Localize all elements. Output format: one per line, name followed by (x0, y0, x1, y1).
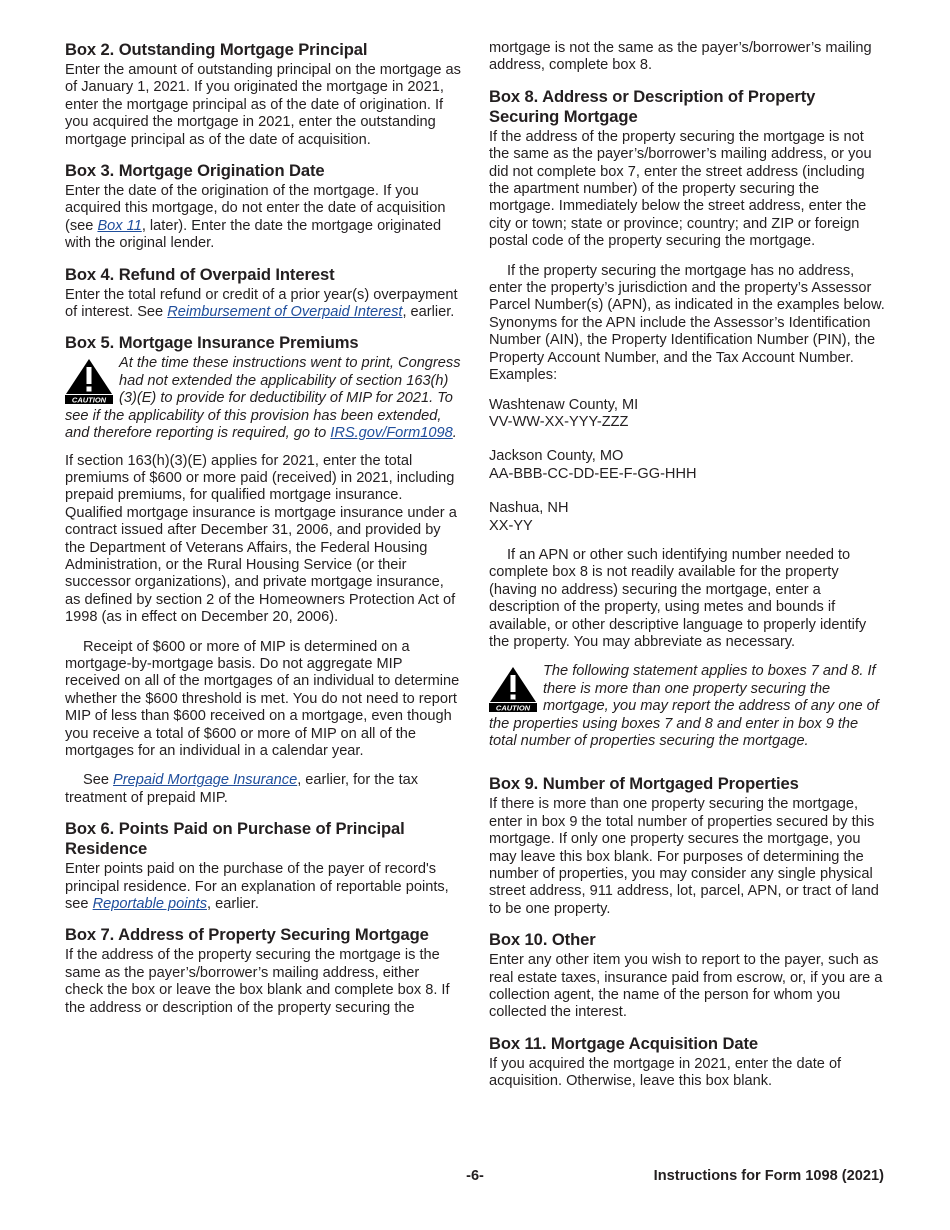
box8-caution (489, 663, 885, 750)
box5-para3 (65, 772, 461, 807)
example-3-code: XX-YY (489, 517, 533, 534)
box11-heading: Box 11. Mortgage Acquisition Date (489, 1033, 759, 1053)
reimbursement-overpaid-interest-link[interactable]: Reimbursement of Overpaid Interest (167, 304, 403, 321)
box2-text: Enter the amount of outstanding principal on the mortgage as of January 1, 2021. If you originated the mortgage in 2021, enter the mortgage principal as of the date of origination. If you acquired the mortgage in 2021, enter the outstanding mortgage principal as of the date of acquisition. (65, 62, 461, 148)
box5-para3-post: , earlier, for the tax treatment of prepaid MIP. (65, 772, 419, 806)
box5-heading: Box 5. Mortgage Insurance Premiums (65, 333, 359, 353)
example-3-place: Nashua, NH (489, 500, 569, 517)
example-1-place: Washtenaw County, MI (489, 396, 639, 413)
box4-text-post: , earlier. (402, 304, 455, 321)
example-spacer (489, 431, 885, 448)
box3-heading: Box 3. Mortgage Origination Date (65, 161, 325, 181)
caution-icon (65, 358, 113, 404)
box9-heading: Box 9. Number of Mortgaged Properties (489, 774, 799, 794)
box9-text: If there is more than one property securing the mortgage, enter in box 9 the total number of properties secured by this mortgage. If only one property secures the mortgage, you may leave this box blank. For purposes of determining the number of properties, you may consider any single physical street address, 911 address, lot, parcel, APN, or tract of land to be one property. (489, 796, 879, 917)
box8-para2: If the property securing the mortgage has no address, enter the property’s jurisdiction and the property’s Assessor Parcel Number(s) (APN), as indicated in the examples below. Synonyms for the APN include the Assessor’s Identification Number (AIN), the Property Identification Number (PIN), the Property Account Number, and the Tax Account Number. Examples: (489, 262, 885, 384)
box10-text: Enter any other item you wish to report to the payer, such as real estate taxes, insurance paid from escrow, or, if you are a collection agent, the name of the person for whom you collected the interest. (489, 952, 883, 1021)
right-column (489, 40, 885, 1103)
irs-form1098-link[interactable]: IRS.gov/Form1098 (330, 425, 453, 442)
box6-text (65, 861, 461, 913)
box6-text-post: , earlier. (207, 896, 259, 913)
reportable-points-link[interactable]: Reportable points (92, 896, 207, 913)
box3-text (65, 183, 461, 253)
box4-text-pre: Enter the total refund or credit of a prior year(s) overpayment of interest. See (65, 286, 458, 321)
box8-caution-text: The following statement applies to boxes 7 and 8. If there is more than one property securing the mortgage, you may report the address of any one of the properties using boxes 7 and 8 and enter in box 9 the total number of properties securing the mortgage. (489, 663, 879, 749)
box4-heading: Box 4. Refund of Overpaid Interest (65, 264, 335, 284)
box5-caution-end: . (452, 425, 457, 442)
footer-title: Instructions for Form 1098 (2021) (653, 1168, 884, 1184)
example-2-code: AA-BBB-CC-DD-EE-F-GG-HHH (489, 465, 697, 482)
box5-caution-text: At the time these instructions went to print, Congress had not extended the applicability of section 163(h)(3)(E) to provide for deductibility of MIP for 2021. To see if the applicability of this provision has been extended, and therefore reporting is required, go to (65, 355, 461, 442)
box11-text: If you acquired the mortgage in 2021, enter the date of acquisition. Otherwise, leave this box blank. (489, 1055, 842, 1090)
box8-para3: If an APN or other such identifying number needed to complete box 8 is not readily available for the property (having no address) securing the mortgage, enter a description of the property, using metes and bounds if available, or other descriptive language to properly identify the property. You may abbreviate as necessary. (489, 546, 867, 650)
box5-caution (65, 355, 461, 442)
box7-text: If the address of the property securing the mortgage is the same as the payer’s/borrower’s mailing address, either check the box or leave the box blank and complete box 8. If the address or description of the property securing the (65, 947, 450, 1016)
caution-icon (489, 666, 537, 712)
caution-label: CAUTION (71, 395, 107, 405)
left-column (65, 40, 461, 1017)
box7-heading: Box 7. Address of Property Securing Mortgage (65, 925, 429, 945)
box8-heading: Box 8. Address or Description of Property Securing Mortgage (489, 86, 816, 126)
box3-text-pre: Enter the date of the origination of the mortgage. If you acquired this mortgage, do not enter the date of acquisition (see (65, 183, 446, 234)
caution-label: CAUTION (495, 703, 531, 713)
box2-heading: Box 2. Outstanding Mortgage Principal (65, 40, 368, 59)
box4-text (65, 287, 461, 322)
box5-para3-pre: See (83, 772, 114, 789)
example-1-code: VV-WW-XX-YYY-ZZZ (489, 413, 629, 430)
box5-para2: Receipt of $600 or more of MIP is determined on a mortgage-by-mortgage basis. Do not aggregate MIP received on all of the mortgages of an individual to determine whether the $600 threshold is met. You do not need to report MIP of less than $600 received on a mortgage, even though you receive a total of $600 or more of MIP on all of the mortgages for an individual in a calendar year. (65, 638, 460, 759)
box6-text-pre: Enter points paid on the purchase of the payer of record's principal residence. For an explanation of reportable points, see (65, 861, 449, 913)
box3-text-post: , later). Enter the date the mortgage originated with the original lender. (65, 217, 442, 252)
prepaid-mortgage-insurance-link[interactable]: Prepaid Mortgage Insurance (113, 772, 298, 789)
example-2-place: Jackson County, MO (489, 448, 624, 465)
box11-link[interactable]: Box 11 (97, 217, 142, 234)
box7-continued-text: mortgage is not the same as the payer’s/borrower’s mailing address, complete box 8. (489, 40, 872, 74)
example-spacer (489, 483, 885, 500)
box10-heading: Box 10. Other (489, 930, 596, 950)
box5-para1: If section 163(h)(3)(E) applies for 2021, enter the total premiums of $600 or more paid (received) in 2021, including prepaid premiums, for qualified mortgage insurance. Qualified mortgage insurance is mortgage insurance under a contract issued after December 31, 2006, and provided by the Department of Veterans Affairs, the Federal Housing Administration, or the Rural Housing Service (or their successor organizations), and private mortgage insurance, as defined by section 2 of the Homeowners Protection Act of 1998 (as in effect on December 20, 2006). (65, 452, 457, 626)
page-number: -6- (466, 1168, 484, 1184)
box8-para1: If the address of the property securing the mortgage is not the same as the payer’s/borrower’s mailing address, or you did not complete box 7, enter the street address (including the apartment number) of the property securing the mortgage. Immediately below the street address, enter the city or town; state or province; country; and ZIP or foreign postal code of the property securing the mortgage. (489, 128, 872, 250)
box6-heading: Box 6. Points Paid on Purchase of Principal Residence (65, 819, 405, 859)
